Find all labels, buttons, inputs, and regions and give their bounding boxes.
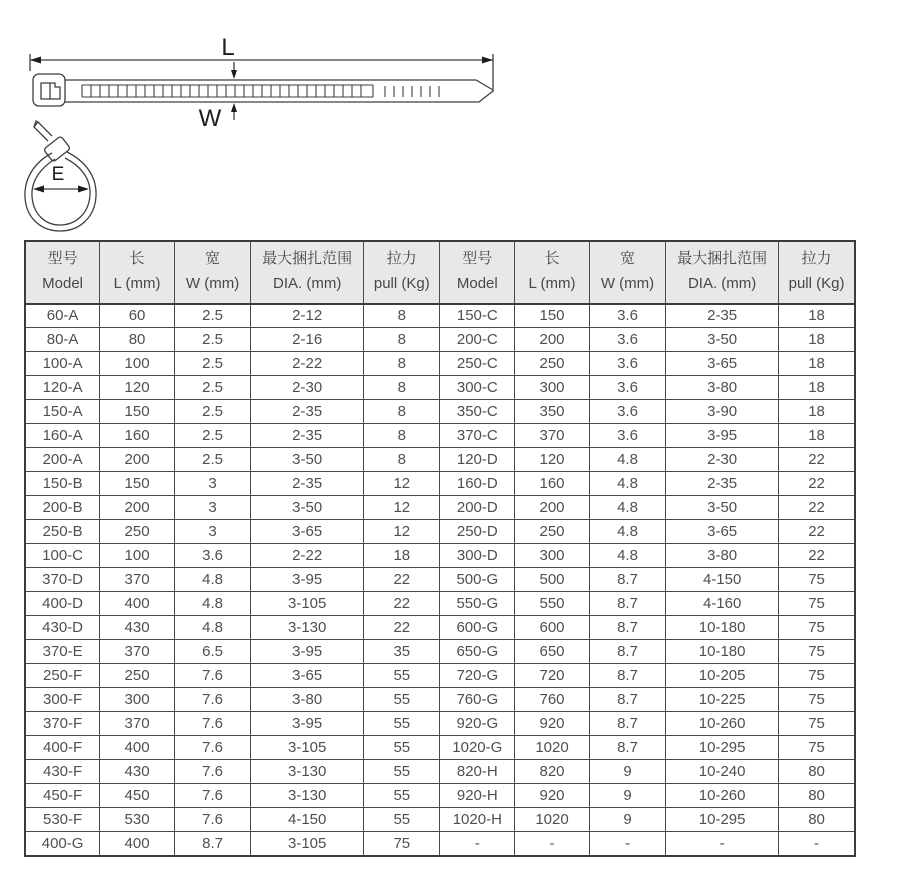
table-cell: 80 [779,808,855,832]
table-cell: 3-50 [251,448,364,472]
table-cell: 3-65 [666,520,779,544]
table-row [25,448,855,472]
table-row [25,616,855,640]
table-cell: 22 [779,520,855,544]
header-en: DIA. (mm) [687,274,757,292]
cable-tie-strap [65,80,493,102]
table-cell: 430-F [25,760,100,784]
length-label: L [221,34,235,61]
table-row [25,328,855,352]
table-cell: 3.6 [589,304,665,328]
table-cell: 200-B [25,496,100,520]
column-header-pull-2 [779,241,855,304]
serration-band [82,85,439,97]
table-cell: 400 [100,592,175,616]
table-cell: 55 [364,784,440,808]
table-cell: 1020-G [440,736,515,760]
table-cell: 430 [100,616,175,640]
table-cell: 80 [779,784,855,808]
table-cell: 200-C [440,328,515,352]
table-row [25,688,855,712]
table-cell: 200-A [25,448,100,472]
header-en: pull (Kg) [788,274,845,292]
table-cell: 3-80 [666,376,779,400]
table-cell: 550 [515,592,590,616]
table-cell: 75 [779,664,855,688]
table-body [25,304,855,856]
table-cell: 120-A [25,376,100,400]
table-cell: 400 [100,832,175,856]
table-cell: 3-80 [251,688,364,712]
table-cell: 7.6 [174,784,250,808]
table-cell: 3 [174,520,250,544]
table-cell: 55 [364,712,440,736]
table-cell: 4.8 [589,472,665,496]
table-cell: 7.6 [174,688,250,712]
table-cell: - [589,832,665,856]
header-en: L (mm) [113,274,161,292]
column-header-width-2 [589,241,665,304]
table-cell: 75 [779,712,855,736]
table-cell: 4.8 [174,592,250,616]
table-cell: 920-H [440,784,515,808]
table-cell: 75 [779,640,855,664]
header-zh: 长 [129,250,145,267]
table-cell: 150 [100,400,175,424]
header-zh: 拉力 [386,250,417,267]
table-cell: 60-A [25,304,100,328]
table-cell: 550-G [440,592,515,616]
table-cell: 200-D [440,496,515,520]
table-cell: 760 [515,688,590,712]
table-row [25,736,855,760]
table-row [25,664,855,688]
table-cell: 200 [515,328,590,352]
table-cell: 3-130 [251,616,364,640]
table-cell: 3-105 [251,736,364,760]
table-cell: 22 [364,568,440,592]
table-cell: 450-F [25,784,100,808]
table-cell: 10-260 [666,712,779,736]
table-cell: 120 [100,376,175,400]
table-cell: 160 [100,424,175,448]
table-cell: 820 [515,760,590,784]
table-cell: 3.6 [589,328,665,352]
table-cell: 720 [515,664,590,688]
table-cell: 22 [779,448,855,472]
table-cell: 7.6 [174,808,250,832]
table-cell: 75 [779,568,855,592]
table-row [25,640,855,664]
table-cell: 8 [364,328,440,352]
table-cell: 2-22 [251,352,364,376]
table-cell: 4.8 [589,496,665,520]
table-cell: 8.7 [589,592,665,616]
table-cell: 400-D [25,592,100,616]
table-cell: 55 [364,688,440,712]
table-cell: 920 [515,712,590,736]
table-cell: 300 [515,376,590,400]
table-cell: 10-225 [666,688,779,712]
table-cell: 650 [515,640,590,664]
table-row [25,520,855,544]
table-row [25,592,855,616]
table-row [25,808,855,832]
table-cell: 450 [100,784,175,808]
table-cell: 250-C [440,352,515,376]
l-dimension-line [30,34,493,92]
table-cell: 250-D [440,520,515,544]
table-cell: 2-35 [666,304,779,328]
table-cell: 100 [100,544,175,568]
table-cell: 350 [515,400,590,424]
table-cell: 530-F [25,808,100,832]
table-cell: 3-130 [251,784,364,808]
table-row [25,376,855,400]
table-cell: 8.7 [589,640,665,664]
table-cell: 250 [100,664,175,688]
table-cell: 2.5 [174,424,250,448]
table-cell: 22 [364,592,440,616]
table-cell: 55 [364,664,440,688]
table-row [25,496,855,520]
table-cell: 3.6 [589,352,665,376]
column-header-length [100,241,175,304]
table-cell: 10-180 [666,616,779,640]
table-cell: 3-80 [666,544,779,568]
table-cell: 3 [174,472,250,496]
table-cell: 400 [100,736,175,760]
table-cell: 8 [364,352,440,376]
table-cell: 18 [364,544,440,568]
table-row [25,304,855,328]
loop-diameter-label: E [51,164,65,185]
table-cell: 7.6 [174,736,250,760]
header-zh: 型号 [47,250,78,267]
cable-tie-diagram [0,0,900,238]
spec-table-section [24,240,856,857]
table-cell: 3.6 [589,424,665,448]
table-row [25,472,855,496]
table-row [25,424,855,448]
table-cell: 60 [100,304,175,328]
table-cell: 1020 [515,808,590,832]
table-cell: 55 [364,760,440,784]
header-en: L (mm) [528,274,576,292]
table-cell: 3-105 [251,592,364,616]
table-cell: 12 [364,472,440,496]
table-cell: 8 [364,376,440,400]
column-header-width [174,241,250,304]
table-cell: 150 [100,472,175,496]
table-cell: 200 [100,448,175,472]
table-cell: - [666,832,779,856]
table-cell: 3-50 [666,328,779,352]
header-en: W (mm) [185,274,240,292]
header-zh: 拉力 [801,250,832,267]
table-cell: 370-E [25,640,100,664]
table-cell: 75 [779,736,855,760]
table-cell: 8.7 [589,568,665,592]
table-cell: 820-H [440,760,515,784]
table-cell: 2.5 [174,376,250,400]
header-zh: 最大捆扎范围 [677,250,768,267]
column-header-dia [251,241,364,304]
table-cell: 150-C [440,304,515,328]
table-cell: 160-D [440,472,515,496]
table-cell: 8.7 [589,736,665,760]
table-cell: 300 [515,544,590,568]
table-cell: 530 [100,808,175,832]
table-cell: 18 [779,376,855,400]
table-cell: 7.6 [174,664,250,688]
table-cell: 160 [515,472,590,496]
table-cell: 2.5 [174,328,250,352]
table-cell: 75 [779,616,855,640]
column-header-dia-2 [666,241,779,304]
table-cell: 8.7 [589,688,665,712]
table-cell: 18 [779,424,855,448]
table-cell: 22 [364,616,440,640]
table-cell: 350-C [440,400,515,424]
column-header-length-2 [515,241,590,304]
table-cell: 4.8 [174,568,250,592]
table-cell: 3-95 [666,424,779,448]
table-cell: 10-295 [666,736,779,760]
table-cell: 150 [515,304,590,328]
table-cell: 7.6 [174,712,250,736]
table-row [25,352,855,376]
table-cell: 75 [364,832,440,856]
header-en: Model [456,274,498,292]
column-header-model [25,241,100,304]
table-cell: 10-260 [666,784,779,808]
header-en: Model [42,274,84,292]
table-cell: 920-G [440,712,515,736]
table-cell: 500 [515,568,590,592]
table-cell: 3-95 [251,640,364,664]
table-cell: 150-B [25,472,100,496]
table-cell: 160-A [25,424,100,448]
header-zh: 宽 [620,250,636,267]
table-cell: 300-C [440,376,515,400]
table-cell: 4-150 [666,568,779,592]
cable-tie-head [33,74,65,106]
table-cell: 500-G [440,568,515,592]
header-en: W (mm) [600,274,655,292]
table-cell: 370 [515,424,590,448]
table-cell: 250 [515,520,590,544]
cable-tie-spec-table [24,240,856,857]
table-cell: 8.7 [589,664,665,688]
table-cell: 370-F [25,712,100,736]
table-cell: 4-160 [666,592,779,616]
header-en: pull (Kg) [373,274,430,292]
table-cell: 400-G [25,832,100,856]
table-cell: 9 [589,808,665,832]
table-cell: 370 [100,712,175,736]
table-cell: 18 [779,400,855,424]
table-cell: 8 [364,400,440,424]
table-cell: 9 [589,760,665,784]
table-cell: 2-22 [251,544,364,568]
table-cell: 120 [515,448,590,472]
table-cell: 300-D [440,544,515,568]
table-cell: 18 [779,304,855,328]
table-cell: 55 [364,808,440,832]
e-dimension-line [33,164,89,193]
table-cell: 3.6 [589,376,665,400]
table-cell: 3-95 [251,568,364,592]
table-cell: 4.8 [589,448,665,472]
header-zh: 型号 [462,250,493,267]
table-cell: 22 [779,472,855,496]
table-cell: 2-12 [251,304,364,328]
width-label: W [198,105,222,132]
table-cell: 100-A [25,352,100,376]
table-row [25,400,855,424]
table-cell: 3.6 [589,400,665,424]
table-cell: 35 [364,640,440,664]
table-header [25,241,855,304]
table-cell: 400-F [25,736,100,760]
table-cell: 4-150 [251,808,364,832]
table-cell: 8 [364,424,440,448]
table-cell: 18 [779,352,855,376]
table-cell: 200 [100,496,175,520]
table-cell: - [440,832,515,856]
table-cell: 3-65 [251,520,364,544]
table-cell: 1020-H [440,808,515,832]
table-cell: 3.6 [174,544,250,568]
table-cell: 18 [779,328,855,352]
table-cell: 120-D [440,448,515,472]
table-cell: 370-C [440,424,515,448]
table-cell: 100-C [25,544,100,568]
table-cell: 4.8 [589,544,665,568]
table-row [25,712,855,736]
header-en: DIA. (mm) [273,274,342,292]
table-cell: 2-35 [251,400,364,424]
table-cell: 3-105 [251,832,364,856]
table-cell: 3-65 [251,664,364,688]
table-cell: 250 [100,520,175,544]
table-cell: 8 [364,448,440,472]
table-cell: 2-35 [251,472,364,496]
table-cell: 80-A [25,328,100,352]
table-cell: 600-G [440,616,515,640]
table-cell: 2-35 [666,472,779,496]
table-cell: 3-65 [666,352,779,376]
table-cell: 720-G [440,664,515,688]
table-cell: 370 [100,640,175,664]
table-cell: 22 [779,544,855,568]
table-cell: 300 [100,688,175,712]
table-cell: 6.5 [174,640,250,664]
table-cell: 4.8 [174,616,250,640]
table-cell: 250 [515,352,590,376]
table-cell: 2-16 [251,328,364,352]
table-cell: 760-G [440,688,515,712]
table-cell: 12 [364,520,440,544]
table-cell: 1020 [515,736,590,760]
table-row [25,832,855,856]
table-cell: 10-205 [666,664,779,688]
table-cell: 2.5 [174,304,250,328]
table-cell: 3-50 [666,496,779,520]
table-cell: 2.5 [174,448,250,472]
table-cell: 80 [779,760,855,784]
table-cell: 75 [779,592,855,616]
table-cell: 370-D [25,568,100,592]
table-cell: 7.6 [174,760,250,784]
table-cell: 2-30 [251,376,364,400]
table-cell: 10-240 [666,760,779,784]
table-cell: 370 [100,568,175,592]
column-header-pull [364,241,440,304]
table-cell: 3-130 [251,760,364,784]
table-cell: - [779,832,855,856]
table-cell: 920 [515,784,590,808]
table-cell: 430 [100,760,175,784]
header-zh: 宽 [205,250,221,267]
table-cell: 600 [515,616,590,640]
table-cell: 200 [515,496,590,520]
table-cell: 3-50 [251,496,364,520]
table-cell: 3 [174,496,250,520]
column-header-model-2 [440,241,515,304]
header-zh: 长 [544,250,560,267]
table-cell: 8.7 [174,832,250,856]
table-cell: 55 [364,736,440,760]
table-cell: 80 [100,328,175,352]
table-cell: 4.8 [589,520,665,544]
table-cell: 9 [589,784,665,808]
header-row [25,241,855,304]
table-cell: 8.7 [589,712,665,736]
table-cell: 8.7 [589,616,665,640]
table-row [25,760,855,784]
table-cell: 3-95 [251,712,364,736]
table-cell: 2.5 [174,400,250,424]
table-cell: 8 [364,304,440,328]
table-row [25,568,855,592]
table-cell: 2-35 [251,424,364,448]
table-row [25,544,855,568]
table-cell: 10-295 [666,808,779,832]
table-cell: 3-90 [666,400,779,424]
table-cell: 150-A [25,400,100,424]
table-cell: 300-F [25,688,100,712]
table-cell: 22 [779,496,855,520]
table-cell: - [515,832,590,856]
table-cell: 75 [779,688,855,712]
table-cell: 2.5 [174,352,250,376]
table-cell: 100 [100,352,175,376]
header-zh: 最大捆扎范围 [262,250,353,267]
table-cell: 12 [364,496,440,520]
table-row [25,784,855,808]
cable-tie-drawing [0,0,900,238]
table-cell: 250-B [25,520,100,544]
table-cell: 430-D [25,616,100,640]
table-cell: 250-F [25,664,100,688]
table-cell: 10-180 [666,640,779,664]
table-cell: 2-30 [666,448,779,472]
table-cell: 650-G [440,640,515,664]
